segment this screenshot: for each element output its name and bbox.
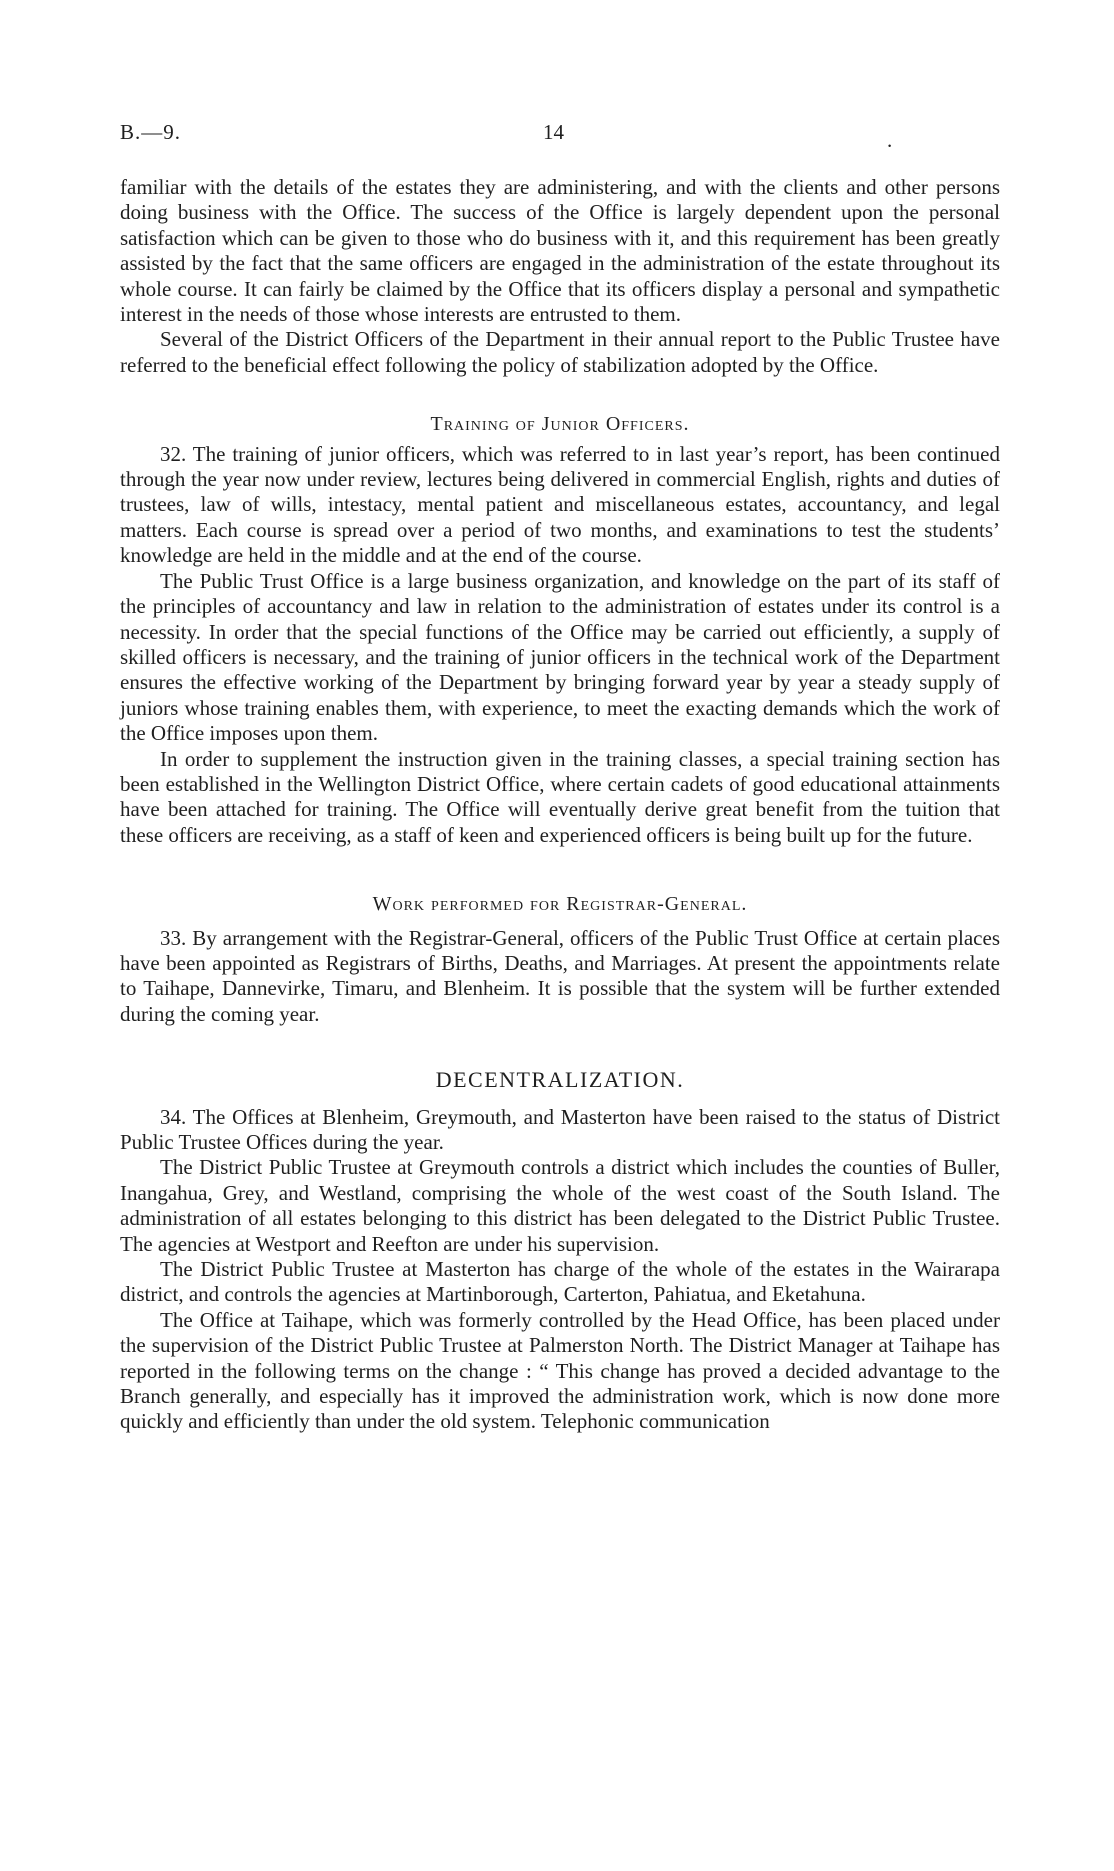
paragraph: 32. The training of junior officers, which was referred to in last year’s report, has been continued through the year now under review, lectures being delivered in commercial English, rights and duties of trustees, law of wills, intestacy, mental patient and miscellaneous estates, accountancy, and legal matters. Each course is spread over a period of two months, and examinations to test the students’ knowledge are held in the middle and at the end of the course.: [120, 441, 1000, 568]
document-body: [120, 175, 1000, 1435]
paragraph: Several of the District Officers of the Department in their annual report to the Public Trustee have referred to the beneficial effect following the policy of stabilization adopted by the Office.: [120, 327, 1000, 377]
paragraph: 34. The Offices at Blenheim, Greymouth, and Masterton have been raised to the status of District Public Trustee Offices during the year.: [120, 1104, 1000, 1154]
header-mark: .: [887, 128, 893, 152]
document-reference: B.—9.: [120, 120, 182, 144]
page-number: 14: [543, 120, 564, 144]
paragraph: The Public Trust Office is a large business organization, and knowledge on the part of its staff of the principles of accountancy and law in relation to the administration of estates under its control is a necessity. In order that the special functions of the Office may be carried out efficiently, a supply of skilled officers is necessary, and the training of junior officers in the technical work of the Department ensures the effective working of the Department by bringing forward year by year a steady supply of juniors whose training enables them, with experience, to meet the exacting demands which the work of the Office imposes upon them.: [120, 568, 1000, 746]
paragraph: The District Public Trustee at Masterton has charge of the whole of the estates in the Wairarapa district, and controls the agencies at Martinborough, Carterton, Pahiatua, and Eketahuna.: [120, 1257, 1000, 1307]
section-heading-decentralization: DECENTRALIZATION.: [435, 1067, 685, 1093]
paragraph: In order to supplement the instruction given in the training classes, a special training section has been established in the Wellington District Office, where certain cadets of good educational attainments have been attached for training. The Office will eventually derive great benefit from the tuition that these officers are receiving, as a staff of keen and experienced officers is being built up for the future.: [120, 746, 1000, 847]
paragraph: 33. By arrangement with the Registrar-General, officers of the Public Trust Office at certain places have been appointed as Registrars of Births, Deaths, and Marriages. At present the appointments relate to Taihape, Dannevirke, Timaru, and Blenheim. It is possible that the system will be further extended during the coming year.: [120, 925, 1000, 1026]
section-heading-training: Training of Junior Officers.: [430, 413, 690, 436]
paragraph: familiar with the details of the estates they are administering, and with the clients and other persons doing business with the Office. The success of the Office is largely dependent upon the personal satisfaction which can be given to those who do business with it, and this requirement has been greatly assisted by the fact that the same officers are engaged in the administration of the estate throughout its whole course. It can fairly be claimed by the Office that its officers display a personal and sympathetic interest in the needs of those whose interests are entrusted to them.: [120, 175, 1000, 327]
section-heading-registrar: Work performed for Registrar-General.: [372, 893, 748, 916]
paragraph: The District Public Trustee at Greymouth controls a district which includes the counties of Buller, Inangahua, Grey, and Westland, comprising the whole of the west coast of the South Island. The administration of all estates belonging to this district has been delegated to the District Public Trustee. The agencies at Westport and Reefton are under his supervision.: [120, 1155, 1000, 1256]
paragraph: The Office at Taihape, which was formerly controlled by the Head Office, has been placed under the supervision of the District Public Trustee at Palmerston North. The District Manager at Taihape has reported in the following terms on the change : “ This change has proved a decided advantage to the Branch generally, and especially has it improved the administration work, which is now done more quickly and efficiently than under the old system. Telephonic communication: [120, 1307, 1000, 1434]
page-header: [120, 120, 1000, 150]
